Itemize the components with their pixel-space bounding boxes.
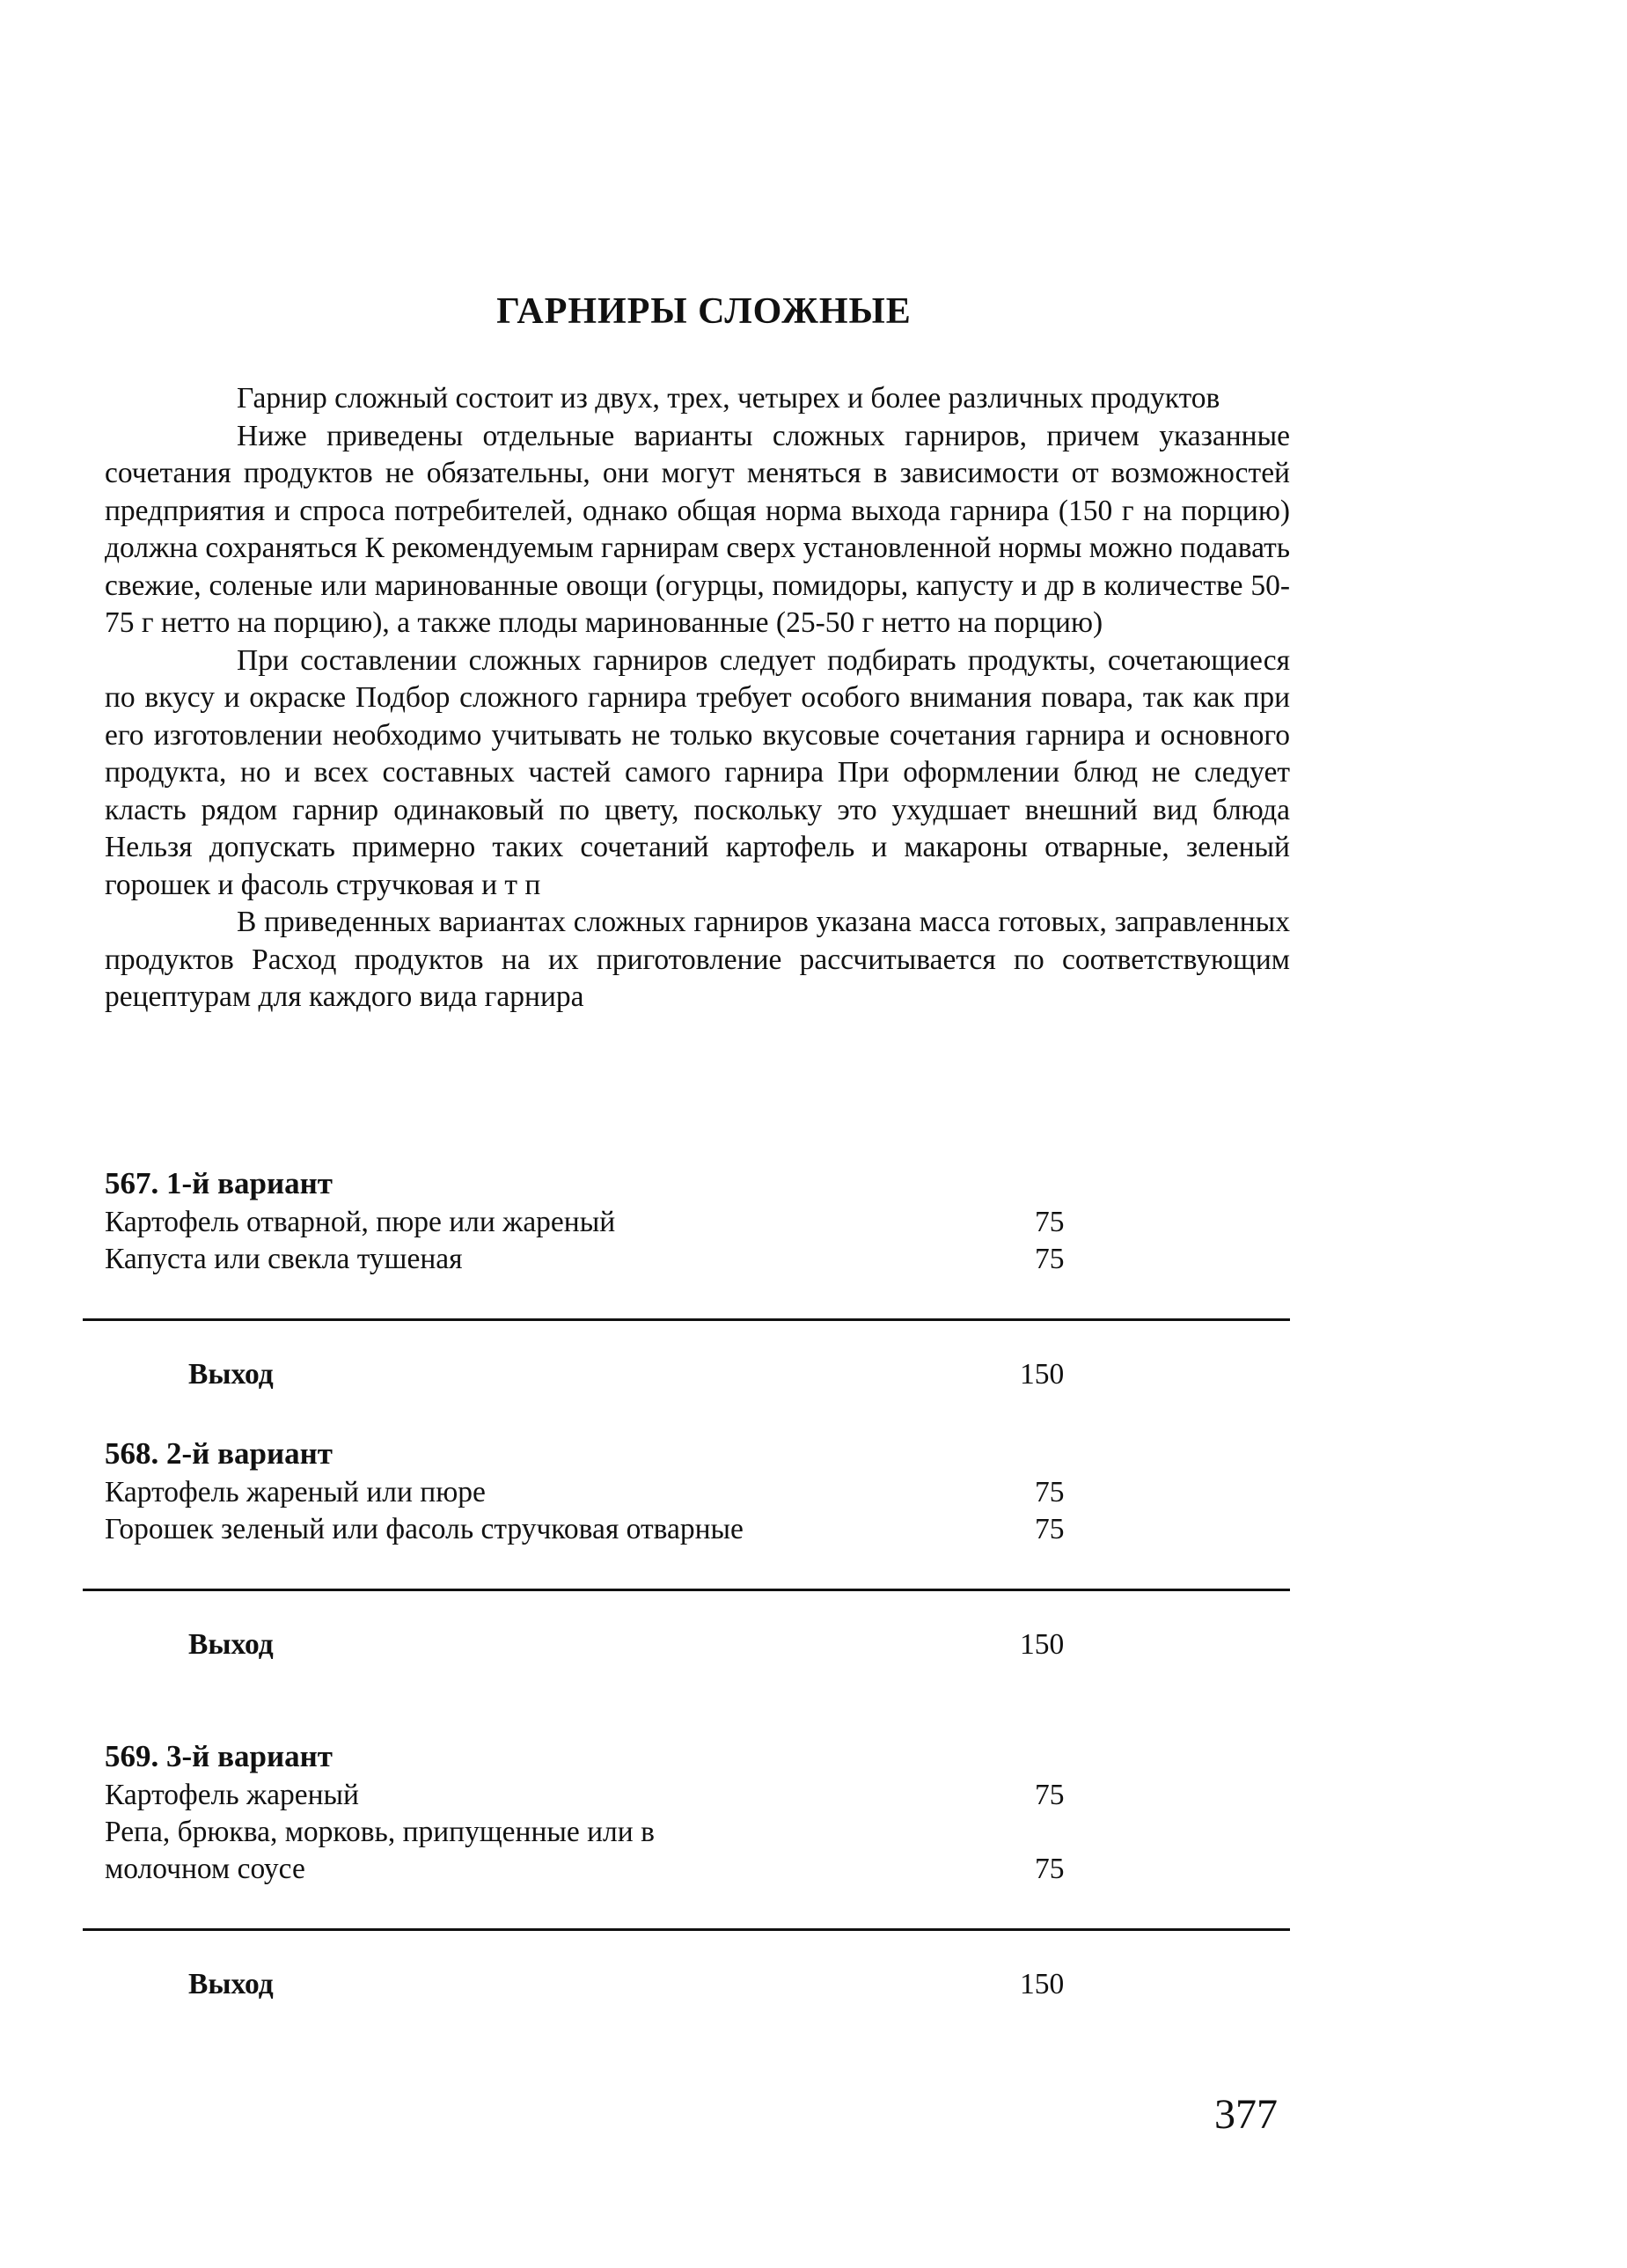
intro-text — [105, 380, 1290, 1017]
recipe-title: 567. 1-й вариант — [105, 1166, 333, 1200]
paragraph: При составлении сложных гарниров следует подбирать продукты, сочетающиеся по вкусу и окраске Подбор сложного гарнира требует особого внимания повара, так как при его изготовлении необходимо учитывать не только вкусовые сочетания гарнира и основного продукта, но и всех составных частей самого гарнира При оформлении блюд не следует класть рядом гарнир одинаковый по цвету, поскольку это ухудшает внешний вид блюда Нельзя допускать примерно таких сочетаний картофель и макароны отварные, зеленый горошек и фасоль стручковая и т п — [105, 643, 1290, 901]
recipe-569 — [105, 1738, 1290, 2005]
paragraph: В приведенных вариантах сложных гарниров указана масса готовых, заправленных продуктов Расход продуктов на их приготовление рассчитывается по соответствующим рецептурам для каждого вида гарнира — [105, 906, 1290, 1013]
ingredient-qty: 75 — [1035, 1853, 1065, 1885]
ingredient-name: Горошек зеленый или фасоль стручковая отварные — [105, 1513, 744, 1545]
ingredient-qty: 75 — [1035, 1513, 1065, 1545]
yield-row — [105, 1356, 1290, 1395]
ingredient-row — [105, 1474, 1290, 1511]
yield-value: 150 — [1020, 1968, 1065, 2000]
ingredient-name: Репа, брюква, морковь, припущенные или в молочном соусе — [105, 1816, 655, 1885]
yield-row — [105, 1626, 1290, 1665]
yield-value: 150 — [1020, 1628, 1065, 1661]
ingredient-name: Картофель жареный или пюре — [105, 1476, 486, 1508]
yield-label: Выход — [188, 1968, 274, 2000]
recipe-567 — [105, 1165, 1290, 1395]
page-title: ГАРНИРЫ СЛОЖНЫЕ — [496, 291, 912, 332]
yield-row — [105, 1966, 1290, 2005]
ingredient-qty: 75 — [1035, 1206, 1065, 1238]
divider — [83, 1318, 1290, 1321]
yield-label: Выход — [188, 1628, 274, 1661]
recipe-title: 569. 3-й вариант — [105, 1739, 333, 1773]
ingredient-name: Картофель отварной, пюре или жареный — [105, 1206, 616, 1238]
ingredient-row — [105, 1814, 1290, 1888]
ingredient-row — [105, 1777, 1290, 1814]
ingredient-qty: 75 — [1035, 1476, 1065, 1508]
recipe-title: 568. 2-й вариант — [105, 1436, 333, 1471]
ingredient-row — [105, 1204, 1290, 1241]
page-number: 377 — [1214, 2091, 1278, 2138]
divider — [83, 1589, 1290, 1591]
ingredient-row — [105, 1241, 1290, 1278]
divider — [83, 1928, 1290, 1931]
ingredient-qty: 75 — [1035, 1779, 1065, 1811]
ingredient-name: Капуста или свекла тушеная — [105, 1243, 463, 1275]
yield-label: Выход — [188, 1358, 274, 1391]
ingredient-name: Картофель жареный — [105, 1779, 359, 1811]
recipe-568 — [105, 1435, 1290, 1665]
paragraph: Ниже приведены отдельные варианты сложных гарниров, причем указанные сочетания продуктов не обязательны, они могут меняться в зависимости от возможностей предприятия и спроса потребителей, однако общая норма выхода гарнира (150 г на порцию) должна сохраняться К рекомендуемым гарнирам сверх установленной нормы можно подавать свежие, соленые или маринованные овощи (огурцы, помидоры, капусту и др в количестве 50-75 г нетто на порцию), а также плоды маринованные (25-50 г нетто на порцию) — [105, 419, 1290, 639]
paragraph: Гарнир сложный состоит из двух, трех, четырех и более различных продуктов — [237, 382, 1220, 415]
ingredient-row — [105, 1511, 1290, 1548]
ingredient-qty: 75 — [1035, 1243, 1065, 1275]
yield-value: 150 — [1020, 1358, 1065, 1391]
